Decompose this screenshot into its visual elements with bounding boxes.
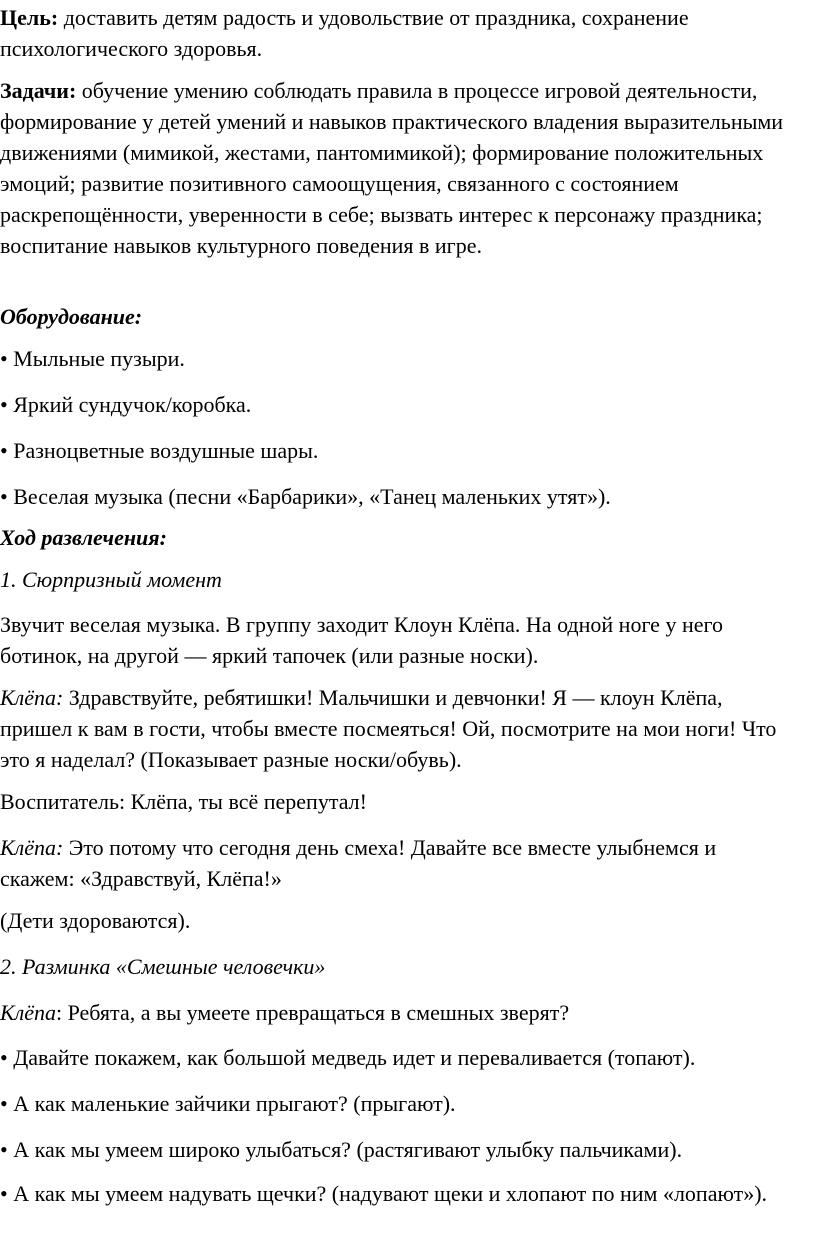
paragraph-klepa-greeting (0, 682, 796, 775)
paragraph-intro: Звучит веселая музыка. В группу заходит Клоун Клёпа. На одной ноге у него ботинок, на другой — яркий тапочек (или разные носки). (0, 612, 723, 668)
goal-text: доставить детям радость и удовольствие от праздника, сохранение психологического здоровья. (0, 5, 689, 61)
warmup-bullet: • А как маленькие зайчики прыгают? (прыгают). (0, 1091, 456, 1116)
tasks-text: обучение умению соблюдать правила в процессе игровой деятельности, формирование у детей умений и навыков практического владения выразительными движениями (мимикой, жестами, пантомимикой); формирование положительных эмоций; развитие позитивного самоощущения, связанного с состоянием раскрепощённости, уверенности в себе; вызвать интерес к персонажу праздника; воспитание навыков культурного поведения в игре. (0, 78, 784, 258)
tasks-label: Задачи: (0, 78, 77, 103)
warmup-bullet: • А как мы умеем широко улыбаться? (растягивают улыбку пальчиками). (0, 1137, 683, 1162)
speech-text: Это потому что сегодня день смеха! Давайте все вместе улыбнемся и скажем: «Здравствуй, Клёпа!» (0, 835, 717, 891)
equipment-item: • Мыльные пузыри. (0, 346, 185, 371)
speaker-label: Клёпа (0, 1000, 56, 1025)
goal-paragraph (0, 2, 796, 64)
section-1-title: 1. Сюрпризный момент (0, 567, 222, 592)
speech-text: : Ребята, а вы умеете превращаться в смешных зверят? (55, 1000, 570, 1025)
section-2-title: 2. Разминка «Смешные человечки» (0, 954, 326, 979)
paragraph-klepa-question (0, 997, 796, 1028)
tasks-paragraph (0, 75, 796, 261)
equipment-item: • Разноцветные воздушные шары. (0, 438, 319, 463)
speech-text: Здравствуйте, ребятишки! Мальчишки и девчонки! Я — клоун Клёпа, пришел к вам в гости, чтобы вместе посмеяться! Ой, посмотрите на мои ноги! Что это я наделал? (Показывает разные носки/обувь). (0, 685, 777, 772)
warmup-bullet: • Давайте покажем, как большой медведь идет и переваливается (топают). (0, 1045, 696, 1070)
equipment-item: • Яркий сундучок/коробка. (0, 392, 252, 417)
paragraph-children-greet: (Дети здороваются). (0, 908, 191, 933)
speaker-label: Клёпа: (0, 685, 64, 710)
paragraph-teacher: Воспитатель: Клёпа, ты всё перепутал! (0, 789, 367, 814)
warmup-bullet: • А как мы умеем надувать щечки? (надувают щеки и хлопают по ним «лопают»). (0, 1181, 768, 1206)
equipment-item: • Веселая музыка (песни «Барбарики», «Танец маленьких утят»). (0, 484, 611, 509)
equipment-heading: Оборудование: (0, 304, 143, 329)
paragraph-klepa-laugh (0, 832, 796, 894)
speaker-label: Клёпа: (0, 835, 64, 860)
goal-label: Цель: (0, 5, 59, 30)
course-heading: Ход развлечения: (0, 525, 167, 550)
